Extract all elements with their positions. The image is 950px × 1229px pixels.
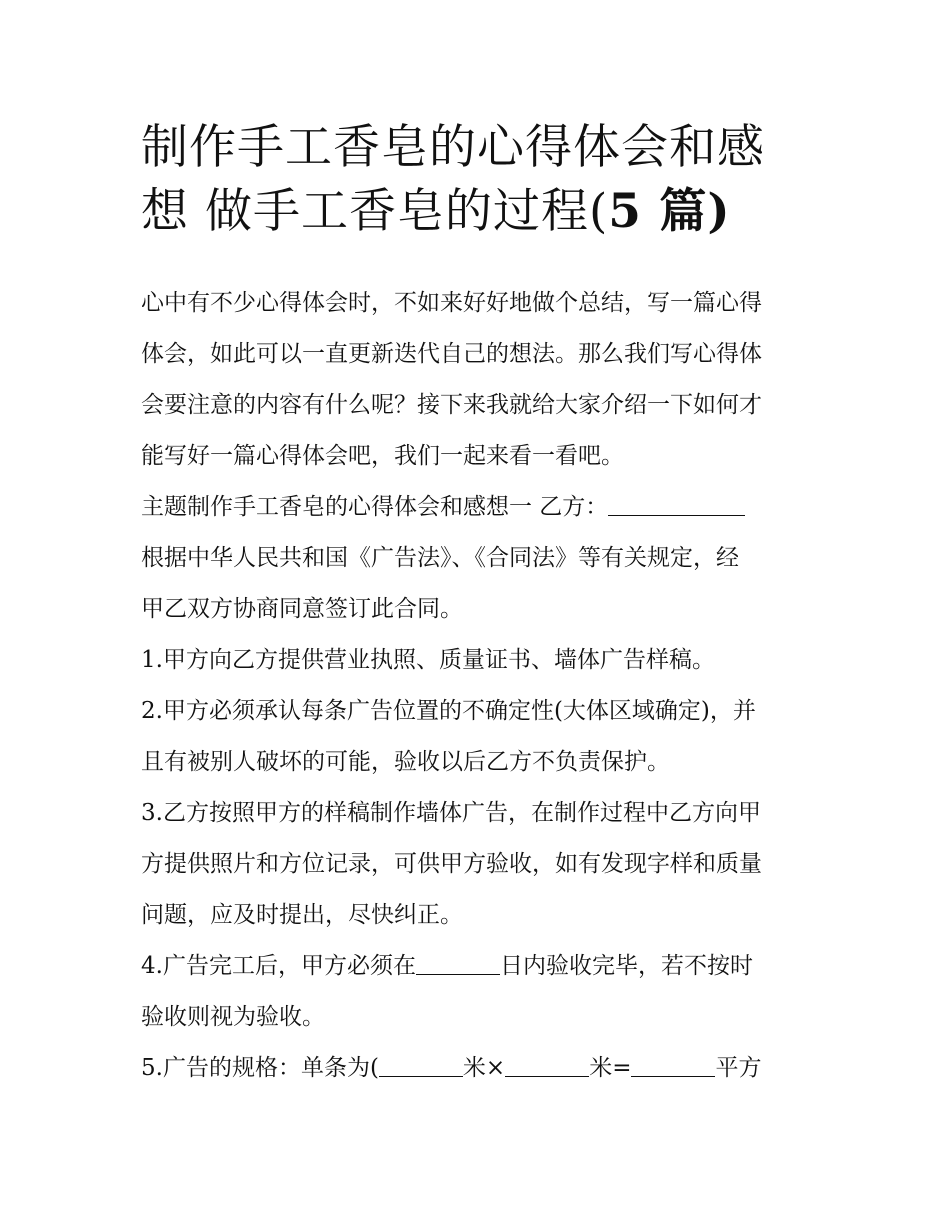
clause-5-text-d: 平方 bbox=[715, 1055, 762, 1081]
clause-4-text-b: 日内验收完毕，若不按时 bbox=[499, 953, 753, 979]
intro-line: 能写好一篇心得体会吧，我们一起来看一看吧。 bbox=[141, 443, 624, 469]
intro-line: 体会，如此可以一直更新迭代自己的想法。那么我们写心得体 bbox=[141, 341, 762, 367]
title-line-1: 制作手工香皂的心得体会和感 bbox=[141, 120, 765, 175]
title-count: 5 bbox=[608, 184, 642, 239]
clause-4-text-a: 4.广告完工后，甲方必须在 bbox=[141, 953, 416, 979]
clause-2-line-2: 且有被别人破坏的可能，验收以后乙方不负责保护。 bbox=[141, 749, 670, 775]
party-b-blank bbox=[608, 493, 745, 516]
title-line-2-end: 篇) bbox=[641, 184, 731, 239]
law-line: 根据中华人民共和国《广告法》、《合同法》等有关规定，经 bbox=[141, 545, 739, 571]
clause-5-text-b: 米× bbox=[462, 1055, 506, 1081]
clause-3-line-3: 问题，应及时提出，尽快纠正。 bbox=[141, 902, 463, 928]
days-blank bbox=[416, 952, 500, 975]
law-line: 甲乙双方协商同意签订此合同。 bbox=[141, 596, 463, 622]
clause-4-line-1 bbox=[141, 941, 831, 992]
theme-line bbox=[141, 482, 831, 533]
clause-5-text-a: 5.广告的规格：单条为( bbox=[141, 1055, 379, 1081]
clause-2-line-1: 2.甲方必须承认每条广告位置的不确定性(大体区域确定)，并 bbox=[141, 698, 756, 724]
clause-4-line-2: 验收则视为验收。 bbox=[141, 1004, 325, 1030]
clause-1: 1.甲方向乙方提供营业执照、质量证书、墙体广告样稿。 bbox=[141, 647, 715, 673]
clause-5-text-c: 米= bbox=[589, 1055, 632, 1081]
clause-3-line-1: 3.乙方按照甲方的样稿制作墙体广告，在制作过程中乙方向甲 bbox=[141, 800, 761, 826]
title-line-2-text: 想 做手工香皂的过程( bbox=[141, 184, 609, 239]
clause-3-line-2: 方提供照片和方位记录，可供甲方验收，如有发现字样和质量 bbox=[141, 851, 762, 877]
intro-line: 心中有不少心得体会时，不如来好好地做个总结，写一篇心得 bbox=[141, 290, 762, 316]
title-line-2 bbox=[141, 180, 831, 244]
intro-line: 会要注意的内容有什么呢？接下来我就给大家介绍一下如何才 bbox=[141, 392, 762, 418]
document-body bbox=[141, 278, 831, 1094]
document-title bbox=[141, 116, 831, 244]
width-blank bbox=[505, 1054, 589, 1077]
theme-text: 主题制作手工香皂的心得体会和感想一 乙方： bbox=[141, 494, 609, 520]
area-blank bbox=[631, 1054, 715, 1077]
clause-5-line-1 bbox=[141, 1043, 831, 1094]
length-blank bbox=[379, 1054, 463, 1077]
